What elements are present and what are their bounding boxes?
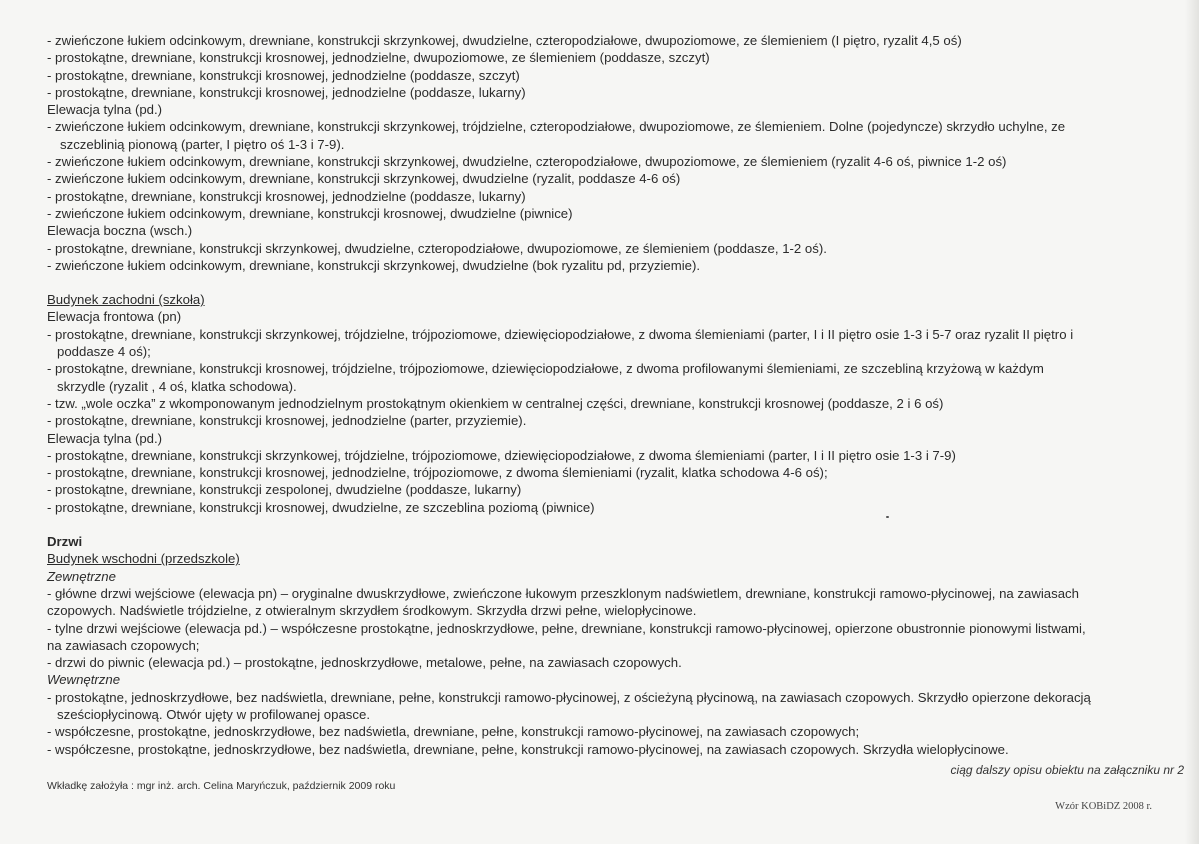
heading-budynek-zachodni: Budynek zachodni (szkoła) [47, 292, 205, 308]
text-line: - prostokątne, drewniane, konstrukcji skrzynkowej, dwudzielne, czteropodziałowe, dwupoziomowe, ze ślemieniem (poddasze, 1-2 oś). [47, 240, 827, 256]
text-line: szczeblinią pionową (parter, I piętro oś 1-3 i 7-9). [60, 136, 345, 152]
subheading-wewnetrzne: Wewnętrzne [47, 672, 121, 688]
subheading-elewacja-boczna: Elewacja boczna (wsch.) [47, 223, 193, 239]
text-line: - zwieńczone łukiem odcinkowym, drewniane, konstrukcji skrzynkowej, dwudzielne, czteropodziałowe, dwupoziomowe, ze ślemieniem (ryzalit 4-6 oś, piwnice 1-2 oś) [47, 154, 1007, 170]
text-line: - główne drzwi wejściowe (elewacja pn) – oryginalne dwuskrzydłowe, zwieńczone łukowym przeszklonym nadświetlem, drewniane, konstrukcji ramowo-płycinowej, na zawiasach [47, 585, 1079, 601]
text-line: - prostokątne, drewniane, konstrukcji krosnowej, jednodzielne, trójpoziomowe, z dwoma ślemieniami (ryzalit, klatka schodowa 4-6 oś); [47, 465, 828, 481]
page-edge-shadow [1185, 0, 1199, 844]
text-line: - prostokątne, drewniane, konstrukcji skrzynkowej, trójdzielne, trójpoziomowe, dziewięciopodziałowe, z dwoma ślemieniami (parter, I i II piętro osie 1-3 i 5-7 oraz ryzalit II piętro i [47, 326, 1074, 342]
text-line: - prostokątne, drewniane, konstrukcji krosnowej, trójdzielne, trójpoziomowe, dziewięciopodziałowe, z dwoma profilowanymi ślemieniami, ze szczebliną krzyżową w każdym [47, 361, 1044, 377]
section-heading-drzwi: Drzwi [47, 534, 83, 550]
text-line: na zawiasach czopowych; [47, 637, 200, 653]
text-line: sześciopłycinową. Otwór ujęty w profilowanej opasce. [57, 706, 370, 722]
text-line: - prostokątne, drewniane, konstrukcji krosnowej, jednodzielne (poddasze, lukarny) [47, 84, 526, 100]
continuation-note: ciąg dalszy opisu obiektu na załączniku nr 2 [950, 763, 1184, 777]
subheading-zewnetrzne: Zewnętrzne [47, 568, 116, 584]
text-line: skrzydle (ryzalit , 4 oś, klatka schodowa). [57, 378, 297, 394]
subheading-elewacja-frontowa: Elewacja frontowa (pn) [47, 309, 182, 325]
text-line: - prostokątne, drewniane, konstrukcji krosnowej, jednodzielne (parter, przyziemie). [47, 413, 527, 429]
text-line: - prostokątne, drewniane, konstrukcji skrzynkowej, trójdzielne, trójpoziomowe, dziewięciopodziałowe, z dwoma ślemieniami (parter, I i II piętro osie 1-3 i 7-9) [47, 447, 956, 463]
text-line: - zwieńczone łukiem odcinkowym, drewniane, konstrukcji skrzynkowej, dwudzielne, czteropodziałowe, dwupoziomowe, ze ślemieniem (I piętro, ryzalit 4,5 oś) [47, 33, 962, 48]
author-note: Wkładkę założyła : mgr inż. arch. Celina Maryńczuk, październik 2009 roku [47, 780, 396, 792]
text-line: - zwieńczone łukiem odcinkowym, drewniane, konstrukcji skrzynkowej, trójdzielne, czteropodziałowe, dwupoziomowe, ze ślemieniem. Dolne (pojedyncze) skrzydło uchylne, ze [47, 119, 1066, 135]
spacer [47, 274, 1182, 291]
text-line: - zwieńczone łukiem odcinkowym, drewniane, konstrukcji skrzynkowej, dwudzielne (ryzalit, poddasze 4-6 oś) [47, 171, 681, 187]
text-line: - prostokątne, drewniane, konstrukcji krosnowej, dwudzielne, ze szczeblina poziomą (piwnice) [47, 499, 595, 515]
text-line: - prostokątne, drewniane, konstrukcji krosnowej, jednodzielne (poddasze, szczyt) [47, 67, 520, 83]
text-line: - tylne drzwi wejściowe (elewacja pd.) – współczesne prostokątne, jednoskrzydłowe, pełne, drewniane, konstrukcji ramowo-płycinowej, opierzone obustronnie pionowymi listwami, [47, 620, 1086, 636]
text-line: - tzw. „wole oczka” z wkomponowanym jednodzielnym prostokątnym okienkiem w centralnej części, drewniane, konstrukcji krosnowej (poddasze, 2 i 6 oś) [47, 395, 944, 411]
subheading-elewacja-tylna: Elewacja tylna (pd.) [47, 430, 163, 446]
heading-budynek-wschodni: Budynek wschodni (przedszkole) [47, 551, 240, 567]
text-line: poddasze 4 oś); [57, 344, 151, 360]
text-line: - prostokątne, jednoskrzydłowe, bez nadświetla, drewniane, pełne, konstrukcji ramowo-płycinowej, z ościeżyną płycinową, na zawiasach czopowych. Skrzydło opierzone dekoracją [47, 689, 1091, 705]
subheading-elewacja-tylna: Elewacja tylna (pd.) [47, 102, 163, 118]
text-line: - prostokątne, drewniane, konstrukcji zespolonej, dwudzielne (poddasze, lukarny) [47, 482, 522, 498]
text-line: - prostokątne, drewniane, konstrukcji krosnowej, jednodzielne, dwupoziomowe, ze ślemieniem (poddasze, szczyt) [47, 50, 710, 66]
text-line: - prostokątne, drewniane, konstrukcji krosnowej, jednodzielne (poddasze, lukarny) [47, 188, 526, 204]
text-line: - współczesne, prostokątne, jednoskrzydłowe, bez nadświetla, drewniane, pełne, konstrukcji ramowo-płycinowej, na zawiasach czopowych. Skrzydła wielopłycinowe. [47, 741, 1009, 757]
text-line: - zwieńczone łukiem odcinkowym, drewniane, konstrukcji krosnowej, dwudzielne (piwnice) [47, 205, 573, 221]
text-line: czopowych. Nadświetle trójdzielne, z otwieralnym skrzydłem środkowym. Skrzydła drzwi pełne, wielopłycinowe. [47, 603, 697, 619]
text-line: - zwieńczone łukiem odcinkowym, drewniane, konstrukcji skrzynkowej, dwudzielne (bok ryzalitu pd, przyziemie). [47, 257, 701, 273]
text-line: - współczesne, prostokątne, jednoskrzydłowe, bez nadświetla, drewniane, pełne, konstrukcji ramowo-płycinowej, na zawiasach czopowych; [47, 724, 860, 740]
document-body [47, 32, 1182, 758]
spacer [47, 516, 1182, 533]
template-mark: Wzór KOBiDZ 2008 r. [1055, 801, 1152, 812]
text-line: - drzwi do piwnic (elewacja pd.) – prostokątne, jednoskrzydłowe, metalowe, pełne, na zawiasach czopowych. [47, 655, 682, 671]
